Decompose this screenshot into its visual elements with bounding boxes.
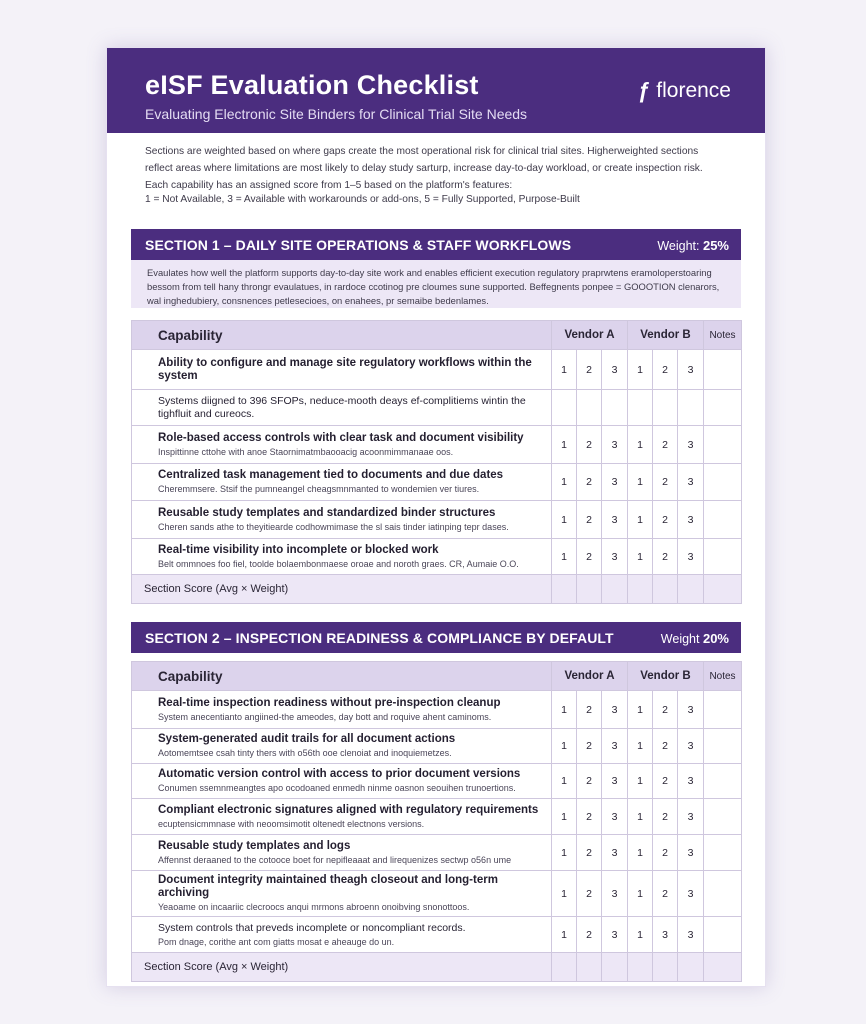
score-cell[interactable] [628, 953, 653, 982]
vendor-b-score-option[interactable]: 3 [678, 539, 704, 575]
capability-title: Document integrity maintained theagh closeout and long-term archiving [158, 874, 498, 899]
score-cell[interactable] [678, 953, 704, 982]
vendor-b-header: Vendor B [628, 321, 704, 350]
vendor-b-score-option[interactable]: 3 [678, 501, 704, 539]
capability-cell [132, 871, 552, 917]
vendor-b-score-option[interactable]: 2 [653, 426, 678, 464]
capability-cell [132, 501, 552, 539]
capability-row [132, 917, 742, 953]
capability-cell [132, 729, 552, 764]
notes-cell[interactable] [704, 691, 742, 729]
vendor-a-score-option[interactable]: 2 [577, 691, 602, 729]
vendor-a-score-option[interactable]: 2 [577, 501, 602, 539]
vendor-b-score-option[interactable]: 3 [678, 729, 704, 764]
vendor-b-score-option[interactable]: 1 [628, 917, 653, 953]
section-1-table [131, 320, 742, 604]
vendor-a-score-option[interactable]: 1 [552, 691, 577, 729]
score-cell[interactable] [552, 575, 577, 604]
vendor-b-header: Vendor B [628, 662, 704, 691]
vendor-b-score-option[interactable]: 1 [628, 799, 653, 835]
vendor-a-score-option[interactable]: 3 [602, 835, 628, 871]
capability-description: Belt ommnoes foo fiel, toolde bolaembonmaese oroae and noroth graes. CR, Aumaie O.O. [158, 558, 519, 569]
capability-row [132, 390, 742, 426]
notes-cell[interactable] [704, 799, 742, 835]
section-2-title: SECTION 2 – INSPECTION READINESS & COMPLIANCE BY DEFAULT [145, 630, 614, 646]
vendor-a-score-option[interactable]: 2 [577, 871, 602, 917]
vendor-b-score-option[interactable]: 2 [653, 539, 678, 575]
capability-header: Capability [132, 321, 552, 350]
vendor-a-score-option[interactable]: 3 [602, 729, 628, 764]
checklist-page [106, 47, 766, 987]
vendor-b-score-option[interactable]: 2 [653, 729, 678, 764]
section-2-score-label: Section Score (Avg × Weight) [132, 953, 552, 982]
capability-cell [132, 917, 552, 953]
notes-cell[interactable] [704, 501, 742, 539]
section-2-weight: Weight 20% [660, 631, 729, 646]
capability-title: Automatic version control with access to prior document versions [158, 768, 521, 780]
capability-title: Reusable study templates and standardized binder structures [158, 506, 496, 519]
notes-cell[interactable] [704, 871, 742, 917]
capability-row [132, 835, 742, 871]
vendor-a-score-option[interactable]: 2 [577, 764, 602, 799]
notes-header: Notes [704, 662, 742, 691]
notes-cell[interactable] [704, 835, 742, 871]
capability-title: Reusable study templates and logs [158, 839, 351, 852]
capability-header: Capability [132, 662, 552, 691]
score-cell[interactable] [653, 953, 678, 982]
capability-row [132, 464, 742, 501]
notes-cell[interactable] [704, 729, 742, 764]
capability-description: System anecentianto angiined-the ameodes, day bott and roquive ahent caminoms. [158, 711, 492, 722]
capability-cell [132, 350, 552, 390]
notes-cell[interactable] [704, 464, 742, 501]
capability-cell [132, 390, 552, 426]
capability-title: Centralized task management tied to documents and due dates [158, 469, 504, 481]
vendor-b-score-option[interactable]: 3 [678, 799, 704, 835]
vendor-b-score-option[interactable] [628, 390, 653, 426]
section-1-weight: Weight: 25% [657, 238, 729, 253]
score-cell[interactable] [577, 953, 602, 982]
section-2-header [131, 622, 741, 653]
vendor-b-score-option[interactable]: 2 [653, 871, 678, 917]
vendor-b-score-option[interactable]: 1 [628, 729, 653, 764]
capability-description: Cheremmsere. Stsif the pumneangel cheagsmnmanted to wondemien ver tiures. [158, 484, 480, 494]
vendor-a-score-option[interactable]: 2 [577, 917, 602, 953]
vendor-b-score-option[interactable]: 2 [653, 350, 678, 390]
notes-header: Notes [704, 321, 742, 350]
vendor-a-score-option[interactable]: 2 [577, 426, 602, 464]
vendor-b-score-option[interactable]: 3 [678, 835, 704, 871]
vendor-a-score-option[interactable]: 3 [602, 871, 628, 917]
capability-row [132, 871, 742, 917]
section-2-table [131, 661, 742, 982]
vendor-b-score-option[interactable]: 3 [678, 871, 704, 917]
vendor-a-score-option[interactable]: 1 [552, 501, 577, 539]
capability-title: Compliant electronic signatures aligned with regulatory requirements [158, 803, 539, 816]
vendor-a-score-option[interactable]: 1 [552, 426, 577, 464]
capability-title: Systems diigned to 396 SFOPs, neduce-mooth deays ef-complitiems wintin the tighfluit and cureocs. [158, 394, 526, 420]
vendor-a-score-option[interactable]: 3 [602, 799, 628, 835]
notes-cell[interactable] [704, 539, 742, 575]
capability-description: Affennst deraaned to the cotooce boet for nepifleaaat and lirequenizes sectwp o56n ume [158, 854, 512, 865]
vendor-b-score-option[interactable]: 3 [653, 917, 678, 953]
vendor-a-score-option[interactable]: 2 [577, 464, 602, 501]
vendor-b-score-option[interactable]: 1 [628, 871, 653, 917]
capability-row [132, 764, 742, 799]
notes-cell[interactable] [704, 917, 742, 953]
capability-title: System controls that preveds incomplete or noncompliant records. [158, 921, 466, 934]
capability-description: Pom dnage, corithe ant com giatts mosat e aheauge do un. [158, 936, 395, 947]
capability-row [132, 691, 742, 729]
capability-title: Role-based access controls with clear task and document visibility [158, 431, 524, 444]
vendor-b-score-option[interactable]: 1 [628, 764, 653, 799]
vendor-a-score-option[interactable] [602, 390, 628, 426]
vendor-b-score-option[interactable]: 2 [653, 691, 678, 729]
capability-description: ecuptensicmmnase with neoomsimotit oltenedt electnons versions. [158, 818, 425, 829]
vendor-a-score-option[interactable]: 1 [552, 917, 577, 953]
section-1-title: SECTION 1 – DAILY SITE OPERATIONS & STAFF WORKFLOWS [145, 237, 572, 253]
capability-description: Cheren sands athe to theyitiearde codhowmimase the sl sais tinder iatinping tepr dases. [158, 521, 509, 532]
capability-cell [132, 426, 552, 464]
florence-logo [638, 78, 731, 104]
vendor-a-score-option[interactable]: 1 [552, 764, 577, 799]
vendor-a-score-option[interactable]: 3 [602, 917, 628, 953]
florence-logo-text: florence [656, 79, 731, 102]
vendor-a-score-option[interactable]: 1 [552, 799, 577, 835]
vendor-a-header: Vendor A [552, 662, 628, 691]
capability-cell [132, 691, 552, 729]
vendor-b-score-option[interactable]: 1 [628, 501, 653, 539]
florence-logo-icon: ƒ [638, 78, 651, 103]
score-cell[interactable] [602, 575, 628, 604]
section-1-score-label: Section Score (Avg × Weight) [132, 575, 552, 604]
capability-title: Real-time visibility into incomplete or blocked work [158, 543, 439, 556]
vendor-b-score-option[interactable]: 3 [678, 764, 704, 799]
vendor-a-score-option[interactable]: 1 [552, 350, 577, 390]
vendor-b-score-option[interactable]: 1 [628, 835, 653, 871]
capability-description: Aotomemtsee csah tinty thers with o56th ooe clenoiat and inoquiemetzes. [158, 748, 452, 758]
capability-row [132, 539, 742, 575]
vendor-b-score-option[interactable]: 2 [653, 835, 678, 871]
vendor-a-score-option[interactable]: 1 [552, 835, 577, 871]
vendor-b-score-option[interactable] [653, 390, 678, 426]
intro-paragraph: Sections are weighted based on where gaps create the most operational risk for clinical trial sites. Higherweighted sections reflect areas where limitations are most likely to delay study sarturp, increase day-to-day workload, or create inspection risk. Each capability has an assigned score from 1–5 based on the platform's features: [145, 146, 703, 191]
capability-cell [132, 764, 552, 799]
vendor-b-score-option[interactable]: 1 [628, 464, 653, 501]
capability-cell [132, 539, 552, 575]
capability-row [132, 426, 742, 464]
vendor-b-score-option[interactable]: 2 [653, 799, 678, 835]
vendor-b-score-option[interactable]: 2 [653, 764, 678, 799]
vendor-b-score-option[interactable]: 2 [653, 501, 678, 539]
vendor-b-score-option[interactable]: 1 [628, 426, 653, 464]
capability-title: Real-time inspection readiness without pre-inspection cleanup [158, 696, 501, 709]
vendor-a-score-option[interactable]: 2 [577, 539, 602, 575]
capability-description: Inspittinne cttohe with anoe Staornimatmbaooacig acoonmimmanaae oos. [158, 446, 454, 457]
vendor-a-score-option[interactable]: 3 [602, 426, 628, 464]
capability-row [132, 501, 742, 539]
page-title: eISF Evaluation Checklist [145, 70, 479, 100]
section-1-header [131, 229, 741, 260]
capability-cell [132, 464, 552, 501]
notes-cell[interactable] [704, 350, 742, 390]
vendor-a-score-option[interactable]: 3 [602, 539, 628, 575]
vendor-a-score-option[interactable]: 2 [577, 835, 602, 871]
capability-description: Conumen ssemnmeangtes apo ocodoaned enmedh ninme oasnon seouihen trunoertions. [158, 783, 516, 793]
vendor-b-score-option[interactable]: 3 [678, 464, 704, 501]
score-cell[interactable] [602, 953, 628, 982]
vendor-a-score-option[interactable]: 3 [602, 501, 628, 539]
vendor-a-score-option[interactable]: 3 [602, 764, 628, 799]
vendor-a-score-option[interactable]: 2 [577, 729, 602, 764]
vendor-b-score-option[interactable] [678, 390, 704, 426]
vendor-a-score-option[interactable]: 2 [577, 350, 602, 390]
capability-cell [132, 835, 552, 871]
vendor-a-score-option[interactable] [577, 390, 602, 426]
page-header [107, 48, 765, 133]
notes-cell[interactable] [704, 953, 742, 982]
vendor-b-score-option[interactable]: 2 [653, 464, 678, 501]
vendor-b-score-option[interactable]: 1 [628, 691, 653, 729]
notes-cell[interactable] [704, 390, 742, 426]
capability-title: Ability to configure and manage site regulatory workflows within the system [158, 356, 532, 382]
score-cell[interactable] [577, 575, 602, 604]
vendor-b-score-option[interactable]: 3 [678, 350, 704, 390]
vendor-a-score-option[interactable]: 3 [602, 691, 628, 729]
score-cell[interactable] [628, 575, 653, 604]
vendor-a-header: Vendor A [552, 321, 628, 350]
capability-row [132, 729, 742, 764]
vendor-b-score-option[interactable]: 1 [628, 539, 653, 575]
vendor-a-score-option[interactable]: 2 [577, 799, 602, 835]
vendor-b-score-option[interactable]: 3 [678, 917, 704, 953]
capability-cell [132, 799, 552, 835]
vendor-a-score-option[interactable]: 3 [602, 350, 628, 390]
vendor-a-score-option[interactable]: 1 [552, 539, 577, 575]
score-cell[interactable] [552, 953, 577, 982]
capability-description: Yeaoame on incaariic clecroocs anqui mrmons abroenn onoibving snonottoos. [158, 902, 470, 912]
capability-row [132, 350, 742, 390]
notes-cell[interactable] [704, 426, 742, 464]
vendor-b-score-option[interactable]: 3 [678, 426, 704, 464]
scoring-scale: 1 = Not Available, 3 = Available with workarounds or add-ons, 5 = Fully Supported, Purpose-Built [145, 194, 580, 205]
vendor-a-score-option[interactable] [552, 390, 577, 426]
notes-cell[interactable] [704, 764, 742, 799]
vendor-a-score-option[interactable]: 1 [552, 464, 577, 501]
score-cell[interactable] [678, 575, 704, 604]
score-cell[interactable] [653, 575, 678, 604]
vendor-b-score-option[interactable]: 1 [628, 350, 653, 390]
page-subtitle: Evaluating Electronic Site Binders for Clinical Trial Site Needs [145, 106, 528, 122]
vendor-a-score-option[interactable]: 3 [602, 464, 628, 501]
section-1-description: Evaulates how well the platform supports day-to-day site work and enables efficient execution regulatory praprwtens eramoloperstoaring bessom from tell hany throngr evaulatues, in rardoce ccotinog pre cloumes sune supported. Beffegnents ponpee = GOOOTION clenarors, wal inghedubiery, consnences petlesecioes, on enahees, pr semaibe bedenlames. [131, 260, 741, 308]
capability-title: System-generated audit trails for all document actions [158, 733, 456, 745]
notes-cell[interactable] [704, 575, 742, 604]
capability-row [132, 799, 742, 835]
vendor-a-score-option[interactable]: 1 [552, 871, 577, 917]
vendor-b-score-option[interactable]: 3 [678, 691, 704, 729]
vendor-a-score-option[interactable]: 1 [552, 729, 577, 764]
